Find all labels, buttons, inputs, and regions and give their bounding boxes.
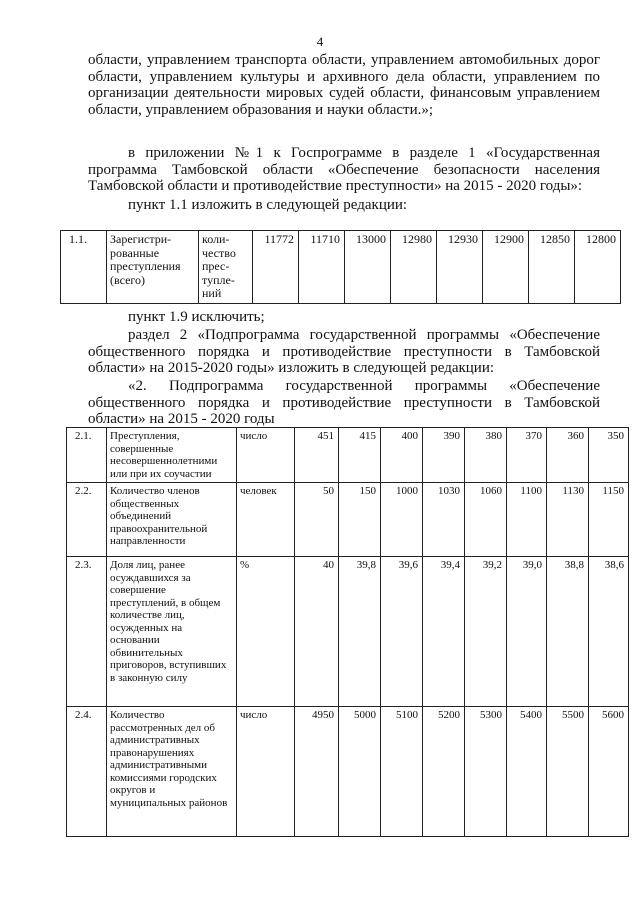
indicator-table-2-body bbox=[67, 428, 629, 837]
row-value: 5000 bbox=[339, 707, 381, 837]
row-value: 50 bbox=[295, 483, 339, 557]
row-value: 5300 bbox=[465, 707, 507, 837]
row-value: 39,4 bbox=[423, 557, 465, 707]
row-value: 1060 bbox=[465, 483, 507, 557]
row-value: 39,2 bbox=[465, 557, 507, 707]
row-indicator-name: Доля лиц, ранее осуждавшихся за совершение преступлений, в общем количестве лиц, осужденных на основании обвинительных приговоров, вступивших в законную силу bbox=[107, 557, 237, 707]
row-value: 150 bbox=[339, 483, 381, 557]
row-value: 12900 bbox=[483, 231, 529, 304]
row-indicator-name: Зарегистри-рованные преступления (всего) bbox=[107, 231, 199, 304]
row-unit: число bbox=[237, 428, 295, 483]
paragraph-item-1-1-instruction: пункт 1.1 изложить в следующей редакции: bbox=[128, 197, 408, 213]
row-code: 2.1. bbox=[67, 428, 107, 483]
row-value: 415 bbox=[339, 428, 381, 483]
paragraph-item-1-9-removal: пункт 1.9 исключить; bbox=[128, 309, 265, 325]
row-indicator-name: Количество рассмотренных дел об административных правонарушениях административными комиссиями городских округов и муниципальных районов bbox=[107, 707, 237, 837]
indicator-table-2 bbox=[66, 427, 629, 837]
row-value: 1100 bbox=[507, 483, 547, 557]
table-row bbox=[67, 707, 629, 837]
row-value: 11772 bbox=[253, 231, 299, 304]
row-value: 1030 bbox=[423, 483, 465, 557]
row-value: 12850 bbox=[529, 231, 575, 304]
row-value: 4950 bbox=[295, 707, 339, 837]
paragraph-subprogram-title: «2. Подпрограмма государственной программы «Обеспечение общественного порядка и противодействие преступности в Тамбовской области» на 2015 - 2020 годы bbox=[88, 378, 600, 427]
paragraph-section-2-intro: раздел 2 «Подпрограмма государственной программы «Обеспечение общественного порядка и противодействие преступности в Тамбовской области» на 2015-2020 годы» изложить в следующей редакции: bbox=[88, 327, 600, 376]
page-number: 4 bbox=[316, 34, 324, 49]
row-value: 38,8 bbox=[547, 557, 589, 707]
row-value: 11710 bbox=[299, 231, 345, 304]
indicator-table-1 bbox=[60, 230, 621, 304]
row-indicator-name: Преступления, совершенные несовершеннолетними или при их соучастии bbox=[107, 428, 237, 483]
row-value: 12980 bbox=[391, 231, 437, 304]
row-value: 370 bbox=[507, 428, 547, 483]
row-unit: человек bbox=[237, 483, 295, 557]
row-value: 13000 bbox=[345, 231, 391, 304]
row-code: 2.4. bbox=[67, 707, 107, 837]
row-value: 5500 bbox=[547, 707, 589, 837]
row-code: 2.3. bbox=[67, 557, 107, 707]
paragraph-appendix-intro: в приложении №1 к Госпрограмме в разделе 1 «Государственная программа Тамбовской области «Обеспечение безопасности населения Тамбовской области и противодействие преступности» на 2015 - 2020 годы»: bbox=[88, 145, 600, 194]
row-unit: число bbox=[237, 707, 295, 837]
row-value: 400 bbox=[381, 428, 423, 483]
row-value: 390 bbox=[423, 428, 465, 483]
table-row bbox=[67, 557, 629, 707]
row-value: 39,0 bbox=[507, 557, 547, 707]
row-value: 380 bbox=[465, 428, 507, 483]
table-row bbox=[67, 483, 629, 557]
row-indicator-name: Количество членов общественных объединений правоохранительной направленности bbox=[107, 483, 237, 557]
indicator-table-1-body bbox=[61, 231, 621, 304]
row-value: 5100 bbox=[381, 707, 423, 837]
row-unit: % bbox=[237, 557, 295, 707]
row-value: 1150 bbox=[589, 483, 629, 557]
row-value: 12930 bbox=[437, 231, 483, 304]
row-value: 5600 bbox=[589, 707, 629, 837]
row-value: 38,6 bbox=[589, 557, 629, 707]
row-value: 12800 bbox=[575, 231, 621, 304]
row-value: 1000 bbox=[381, 483, 423, 557]
table-row bbox=[61, 231, 621, 304]
paragraph-continuation: области, управлением транспорта области, управлением автомобильных дорог области, управлением культуры и архивного дела области, управлением по организации деятельности мировых судей области, финансовым управлением области, управлением образования и науки области.»; bbox=[88, 52, 600, 118]
row-value: 350 bbox=[589, 428, 629, 483]
row-value: 5200 bbox=[423, 707, 465, 837]
row-value: 360 bbox=[547, 428, 589, 483]
table-row bbox=[67, 428, 629, 483]
row-value: 39,8 bbox=[339, 557, 381, 707]
row-code: 1.1. bbox=[61, 231, 107, 304]
row-value: 39,6 bbox=[381, 557, 423, 707]
row-value: 5400 bbox=[507, 707, 547, 837]
row-code: 2.2. bbox=[67, 483, 107, 557]
row-value: 451 bbox=[295, 428, 339, 483]
row-unit: коли-чество прес-тупле-ний bbox=[199, 231, 253, 304]
row-value: 40 bbox=[295, 557, 339, 707]
row-value: 1130 bbox=[547, 483, 589, 557]
